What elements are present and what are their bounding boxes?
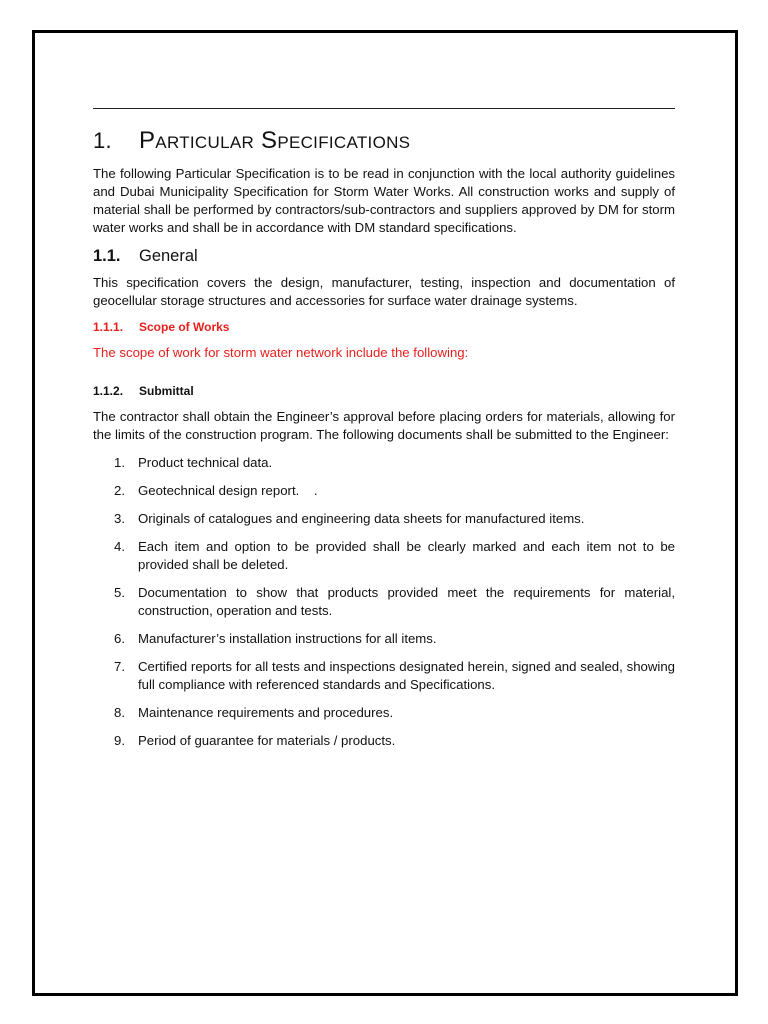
list-item (93, 704, 675, 722)
list-text: Each item and option to be provided shall be clearly marked and each item not to be provided shall be deleted. (138, 539, 675, 572)
list-text: Period of guarantee for materials / products. (138, 733, 396, 748)
general-paragraph: This specification covers the design, manufacturer, testing, inspection and documentation of geocellular storage structures and accessories for surface water drainage systems. (93, 275, 675, 308)
list-number: 2. (114, 483, 125, 498)
list-item (93, 658, 675, 694)
document-body (93, 108, 675, 760)
list-item (93, 584, 675, 620)
list-text: Product technical data. (138, 455, 273, 470)
submittal-paragraph: The contractor shall obtain the Engineer’s approval before placing orders for materials, allowing for the limits of the construction program. The following documents shall be submitted to the Engineer: (93, 409, 675, 442)
list-item (93, 510, 675, 528)
list-number: 8. (114, 705, 125, 720)
section-title: Particular Specifications (139, 127, 411, 154)
submittal-list (93, 454, 675, 750)
general-title: General (139, 247, 198, 265)
section-heading (93, 127, 675, 155)
general-number: 1.1. (93, 247, 121, 265)
list-text: Geotechnical design report. . (138, 483, 318, 498)
list-number: 1. (114, 455, 125, 470)
list-text: Originals of catalogues and engineering data sheets for manufactured items. (138, 511, 585, 526)
list-item (93, 538, 675, 574)
general-heading (93, 247, 675, 266)
list-number: 5. (114, 585, 125, 600)
list-text: Certified reports for all tests and inspections designated herein, signed and sealed, showing full compliance with referenced standards and Specifications. (138, 659, 675, 692)
list-number: 3. (114, 511, 125, 526)
scope-number: 1.1.1. (93, 320, 124, 334)
submittal-heading (93, 384, 675, 398)
submittal-number: 1.1.2. (93, 384, 124, 398)
submittal-title: Submittal (139, 384, 194, 398)
intro-paragraph: The following Particular Specification is to be read in conjunction with the local authority guidelines and Dubai Municipality Specification for Storm Water Works. All construction works and supply of material shall be performed by contractors/sub-contractors and suppliers approved by DM for storm water works and shall be in accordance with DM standard specifications. (93, 166, 675, 235)
scope-heading (93, 320, 675, 334)
list-text: Manufacturer’s installation instructions for all items. (138, 631, 437, 646)
list-item (93, 482, 675, 500)
scope-paragraph: The scope of work for storm water network include the following: (93, 345, 469, 360)
section-number: 1. (93, 128, 112, 153)
list-item (93, 732, 675, 750)
list-number: 4. (114, 539, 125, 554)
list-number: 7. (114, 659, 125, 674)
list-item (93, 630, 675, 648)
list-number: 6. (114, 631, 125, 646)
list-item (93, 454, 675, 472)
scope-title: Scope of Works (139, 320, 230, 334)
list-text: Maintenance requirements and procedures. (138, 705, 394, 720)
header-rule (93, 108, 675, 109)
list-text: Documentation to show that products provided meet the requirements for material, construction, operation and tests. (138, 585, 675, 618)
list-number: 9. (114, 733, 125, 748)
